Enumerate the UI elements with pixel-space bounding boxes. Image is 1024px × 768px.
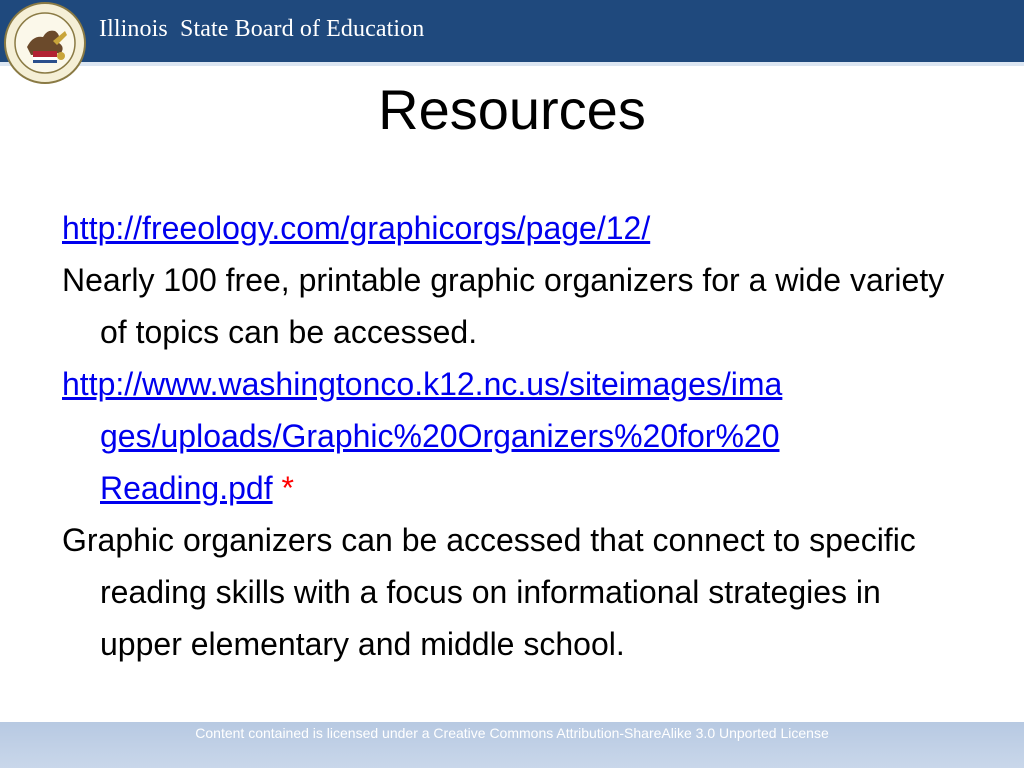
slide-title: Resources (378, 78, 646, 141)
list-item (62, 514, 962, 670)
list-item (62, 358, 962, 514)
state-seal-icon (3, 1, 87, 85)
slide-content (62, 202, 962, 670)
freeology-description: Nearly 100 free, printable graphic organizers for a wide variety of topics can be accessed. (62, 262, 945, 350)
washingtonco-description: Graphic organizers can be accessed that connect to specific reading skills with a focus on informational strategies in upper elementary and middle school. (62, 522, 916, 662)
washingtonco-link-line-1[interactable]: http://www.washingtonco.k12.nc.us/siteimages/ima (62, 366, 783, 402)
washingtonco-link-line-2[interactable]: ges/uploads/Graphic%20Organizers%20for%20 (100, 418, 780, 454)
washingtonco-link-line-3[interactable]: Reading.pdf (100, 470, 273, 506)
license-footer: Content contained is licensed under a Creative Commons Attribution-ShareAlike 3.0 Unported License (195, 725, 829, 741)
freeology-link[interactable]: http://freeology.com/graphicorgs/page/12/ (62, 210, 651, 246)
asterisk-marker: * (281, 470, 294, 506)
header-stripe (0, 62, 1024, 66)
org-name: Illinois State Board of Education (99, 16, 425, 42)
list-item (62, 254, 962, 358)
list-item (62, 202, 962, 254)
